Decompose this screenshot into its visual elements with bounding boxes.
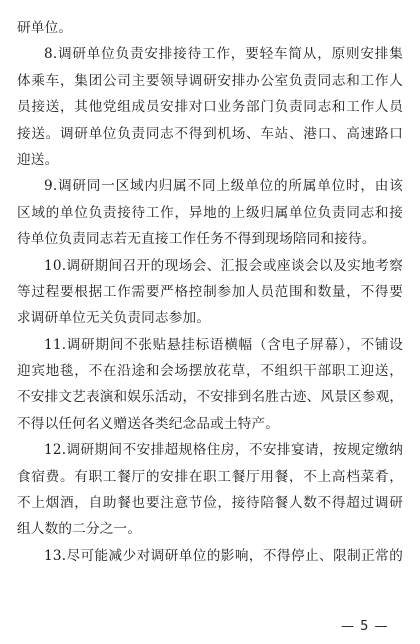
text-line: 不上烟酒，自助餐也要注意节俭，接待陪餐人数不得超过调研 <box>17 495 403 512</box>
text-line: 迎宾地毯，不在沿途和会场摆放花草，不组织干部职工迎送， <box>17 363 403 380</box>
text-line: 求调研单位无关负责同志参加。 <box>17 310 211 327</box>
text-line: 12.调研期间不安排超规格住房，不安排宴请，按规定缴纳 <box>44 442 403 459</box>
text-line: 13.尽可能减少对调研单位的影响，不得停止、限制正常的 <box>44 547 403 564</box>
text-line: 等过程要根据工作需要严格控制参加人员范围和数量，不得要 <box>17 283 403 300</box>
text-line: 11.调研期间不张贴悬挂标语横幅（含电子屏幕），不铺设 <box>44 336 403 353</box>
text-line: 8.调研单位负责安排接待工作，要轻车简从，原则安排集 <box>44 46 403 63</box>
body-text <box>17 15 403 569</box>
text-line: 体乘车，集团公司主要领导调研安排办公室负责同志和工作人 <box>17 72 403 89</box>
text-line: 食宿费。有职工餐厅的安排在职工餐厅用餐，不上高档菜肴， <box>17 468 403 485</box>
text-line: 组人数的二分之一。 <box>17 521 142 538</box>
text-line: 9.调研同一区域内归属不同上级单位的所属单位时，由该 <box>44 178 403 195</box>
page-number: — 5 — <box>341 619 389 634</box>
text-line: 员接送，其他党组成员安排对口业务部门负责同志和工作人员 <box>17 99 403 116</box>
text-line: 研单位。 <box>17 20 73 36</box>
text-line: 待单位负责同志若无直接工作任务不得到现场陪同和接待。 <box>17 231 376 248</box>
text-line: 不安排文艺表演和娱乐活动，不安排到名胜古迹、风景区参观， <box>17 389 403 406</box>
text-line: 接送。调研单位负责同志不得到机场、车站、港口、高速路口 <box>17 125 403 142</box>
text-line: 不得以任何名义赠送各类纪念品或土特产。 <box>17 415 280 432</box>
text-line: 10.调研期间召开的现场会、汇报会或座谈会以及实地考察 <box>44 257 403 274</box>
text-line: 区域的单位负责接待工作，异地的上级归属单位负责同志和接 <box>17 204 403 221</box>
text-line: 迎送。 <box>17 151 59 168</box>
